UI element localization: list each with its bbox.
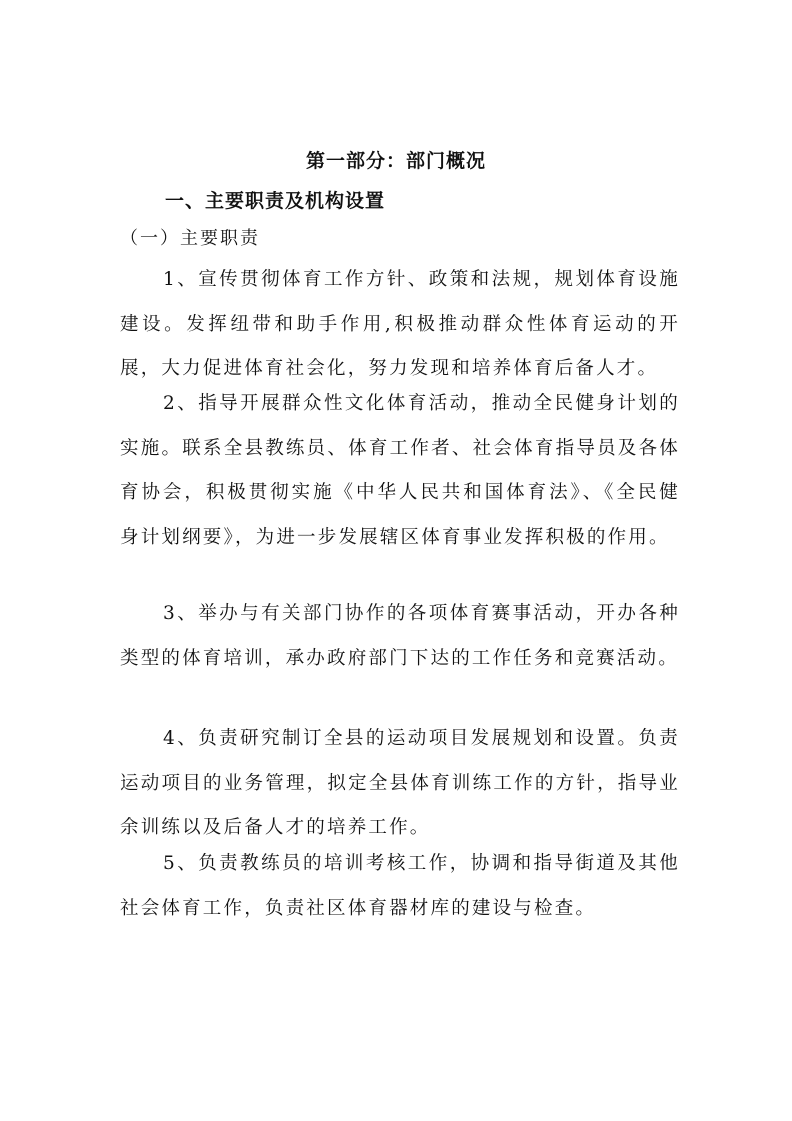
duty-paragraph-5: 5、负责教练员的培训考核工作，协调和指导街道及其他社会体育工作，负责社区体育器材库的建设与检查。 — [120, 853, 680, 919]
section-heading: 一、主要职责及机构设置 — [165, 190, 386, 212]
page-title: 第一部分：部门概况 — [305, 150, 486, 172]
duty-paragraph-3: 3、举办与有关部门协作的各项体育赛事活动，开办各种类型的体育培训，承办政府部门下达的工作任务和竞赛活动。 — [120, 603, 680, 669]
duty-paragraph-1: 1、宣传贯彻体育工作方针、政策和法规，规划体育设施建设。发挥纽带和助手作用,积极推动群众性体育运动的开展，大力促进体育社会化，努力发现和培养体育后备人才。 — [120, 269, 680, 379]
duty-paragraph-4: 4、负责研究制订全县的运动项目发展规划和设置。负责运动项目的业务管理，拟定全县体育训练工作的方针，指导业余训练以及后备人才的培养工作。 — [120, 728, 680, 838]
subsection-heading: （一）主要职责 — [120, 228, 260, 249]
duty-paragraph-2: 2、指导开展群众性文化体育活动，推动全民健身计划的实施。联系全县教练员、体育工作者、社会体育指导员及各体育协会，积极贯彻实施《中华人民共和国体育法》、《全民健身计划纲要》，为进一步发展辖区体育事业发挥积极的作用。 — [120, 393, 680, 548]
